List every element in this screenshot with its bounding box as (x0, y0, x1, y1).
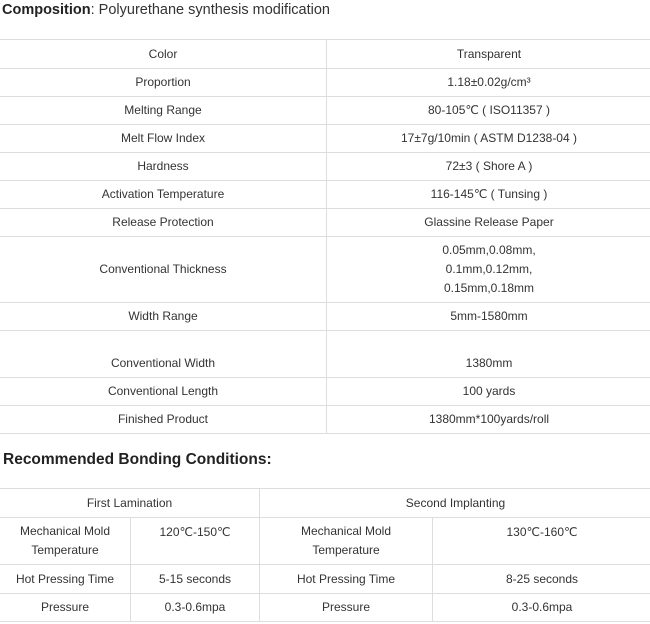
thickness-line: 0.15mm,0.18mm (443, 281, 535, 295)
spec-value: Transparent (327, 40, 650, 69)
first-value: 5-15 seconds (131, 565, 260, 594)
condition-label: Pressure (260, 594, 433, 622)
spec-name: Activation Temperature (0, 181, 327, 209)
first-value: 120℃-150℃ (131, 518, 260, 565)
spec-name: Release Protection (0, 209, 327, 237)
spec-value: Glassine Release Paper (327, 209, 650, 237)
table-row (0, 594, 650, 622)
table-row (0, 406, 650, 434)
second-value: 0.3-0.6mpa (433, 594, 650, 622)
spec-value: 80-105℃ ( ISO11357 ) (327, 97, 650, 125)
spec-value: 72±3 ( Shore A ) (327, 153, 650, 181)
spec-name: Conventional Thickness (0, 237, 327, 303)
label-line: Mechanical Mold (300, 524, 392, 538)
table-row (0, 181, 650, 209)
table-row (0, 518, 650, 565)
second-implanting-header: Second Implanting (260, 489, 650, 518)
label-line: Mechanical Mold (19, 524, 111, 538)
spec-name: Conventional Width (0, 331, 327, 378)
spec-name: Melt Flow Index (0, 125, 327, 153)
thickness-line: 0.05mm,0.08mm, (442, 243, 536, 257)
table-row (0, 237, 650, 303)
table-row (0, 97, 650, 125)
spec-name: Color (0, 40, 327, 69)
second-value: 130℃-160℃ (433, 518, 650, 565)
composition-line (2, 2, 330, 18)
table-row (0, 378, 650, 406)
condition-label: Pressure (0, 594, 131, 622)
spec-value: 5mm-1580mm (327, 303, 650, 331)
spec-value: 100 yards (327, 378, 650, 406)
table-header-row (0, 489, 650, 518)
first-value: 0.3-0.6mpa (131, 594, 260, 622)
table-row (0, 331, 650, 378)
table-row (0, 209, 650, 237)
table-row (0, 565, 650, 594)
spec-value: 1.18±0.02g/cm³ (327, 69, 650, 97)
spec-value: 17±7g/10min ( ASTM D1238-04 ) (327, 125, 650, 153)
spec-value (327, 237, 650, 303)
second-value: 8-25 seconds (433, 565, 650, 594)
composition-value: : Polyurethane synthesis modification (90, 2, 330, 18)
condition-label (260, 518, 433, 565)
spec-name: Hardness (0, 153, 327, 181)
thickness-line: 0.1mm,0.12mm, (445, 262, 533, 276)
spec-name: Finished Product (0, 406, 327, 434)
label-line: Temperature (31, 543, 99, 557)
spec-name: Proportion (0, 69, 327, 97)
spec-name: Melting Range (0, 97, 327, 125)
composition-label: Composition (2, 2, 91, 18)
condition-label (0, 518, 131, 565)
spec-name: Width Range (0, 303, 327, 331)
bonding-heading: Recommended Bonding Conditions: (3, 451, 272, 468)
table-row (0, 153, 650, 181)
spec-value: 1380mm (327, 331, 650, 378)
bonding-table (0, 488, 650, 622)
spec-name: Conventional Length (0, 378, 327, 406)
spec-table (0, 39, 650, 434)
table-row (0, 69, 650, 97)
spec-value: 116-145℃ ( Tunsing ) (327, 181, 650, 209)
condition-label: Hot Pressing Time (260, 565, 433, 594)
table-row (0, 303, 650, 331)
first-lamination-header: First Lamination (0, 489, 260, 518)
label-line: Temperature (312, 543, 380, 557)
condition-label: Hot Pressing Time (0, 565, 131, 594)
table-row (0, 40, 650, 69)
table-row (0, 125, 650, 153)
spec-value: 1380mm*100yards/roll (327, 406, 650, 434)
